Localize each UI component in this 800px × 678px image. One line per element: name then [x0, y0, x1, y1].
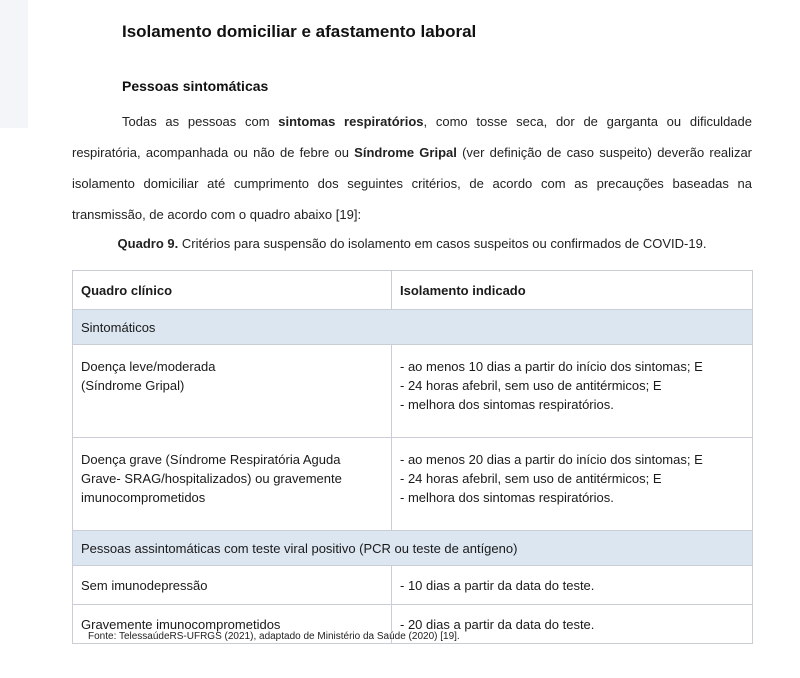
paragraph-text-3: (ver definição de caso suspeito) deverão realizar isolamento domiciliar até cumprimento dos seguintes critérios, de acordo com as precauções baseadas na transmissão, de acordo com o quadro abaixo [19]:	[72, 145, 752, 222]
paragraph-text-1: Todas as pessoas com	[122, 114, 279, 129]
paragraph-bold-1: sintomas respiratórios	[278, 114, 424, 129]
cell-line: imunocomprometidos	[81, 490, 206, 505]
cell-line: Doença leve/moderada	[81, 359, 216, 374]
cell-line: (Síndrome Gripal)	[81, 378, 185, 393]
cell-line: - ao menos 20 dias a partir do início dos sintomas; E	[400, 452, 703, 467]
page-title: Isolamento domiciliar e afastamento laboral	[122, 22, 477, 41]
section-title: Sintomáticos	[73, 310, 753, 345]
paragraph-text-2: , como tosse seca, dor de garganta ou dificuldade respiratória, acompanhada ou não de febre ou	[72, 114, 752, 160]
section-heading: Pessoas sintomáticas	[122, 78, 269, 94]
criteria-table	[72, 270, 753, 644]
isolation-cell	[392, 438, 753, 531]
caption-label: Quadro 9.	[117, 236, 179, 251]
clinical-cell	[73, 345, 392, 438]
cell-line: - melhora dos sintomas respiratórios.	[400, 490, 614, 505]
cell-line: - melhora dos sintomas respiratórios.	[400, 397, 614, 412]
section-row-symptomatic	[73, 310, 753, 345]
table-header-row	[73, 271, 753, 310]
paragraph-bold-2: Síndrome Gripal	[354, 145, 457, 160]
caption-text: Critérios para suspensão do isolamento em casos suspeitos ou confirmados de COVID-19.	[178, 236, 707, 251]
body-paragraph	[72, 106, 752, 230]
cell-line: Grave- SRAG/hospitalizados) ou gravemente	[81, 471, 342, 486]
table-row	[73, 566, 753, 605]
isolation-cell: - 20 dias a partir da data do teste.	[392, 605, 753, 644]
isolation-cell: - 10 dias a partir da data do teste.	[392, 566, 753, 605]
cell-line: Doença grave (Síndrome Respiratória Aguda	[81, 452, 341, 467]
isolation-cell	[392, 345, 753, 438]
table-row	[73, 345, 753, 438]
background-panel	[0, 0, 28, 128]
cell-line: - ao menos 10 dias a partir do início dos sintomas; E	[400, 359, 703, 374]
clinical-cell: Gravemente imunocomprometidos	[73, 605, 392, 644]
clinical-cell: Sem imunodepressão	[73, 566, 392, 605]
header-clinical: Quadro clínico	[73, 271, 392, 310]
header-isolation: Isolamento indicado	[392, 271, 753, 310]
section-row-asymptomatic	[73, 531, 753, 566]
cell-line: - 24 horas afebril, sem uso de antitérmicos; E	[400, 378, 662, 393]
table-caption	[72, 236, 752, 251]
table-row	[73, 438, 753, 531]
cell-line: - 24 horas afebril, sem uso de antitérmicos; E	[400, 471, 662, 486]
clinical-cell	[73, 438, 392, 531]
section-title: Pessoas assintomáticas com teste viral positivo (PCR ou teste de antígeno)	[73, 531, 753, 566]
source-note: Fonte: TelessaúdeRS-UFRGS (2021), adaptado de Ministério da Saúde (2020) [19].	[88, 631, 460, 642]
